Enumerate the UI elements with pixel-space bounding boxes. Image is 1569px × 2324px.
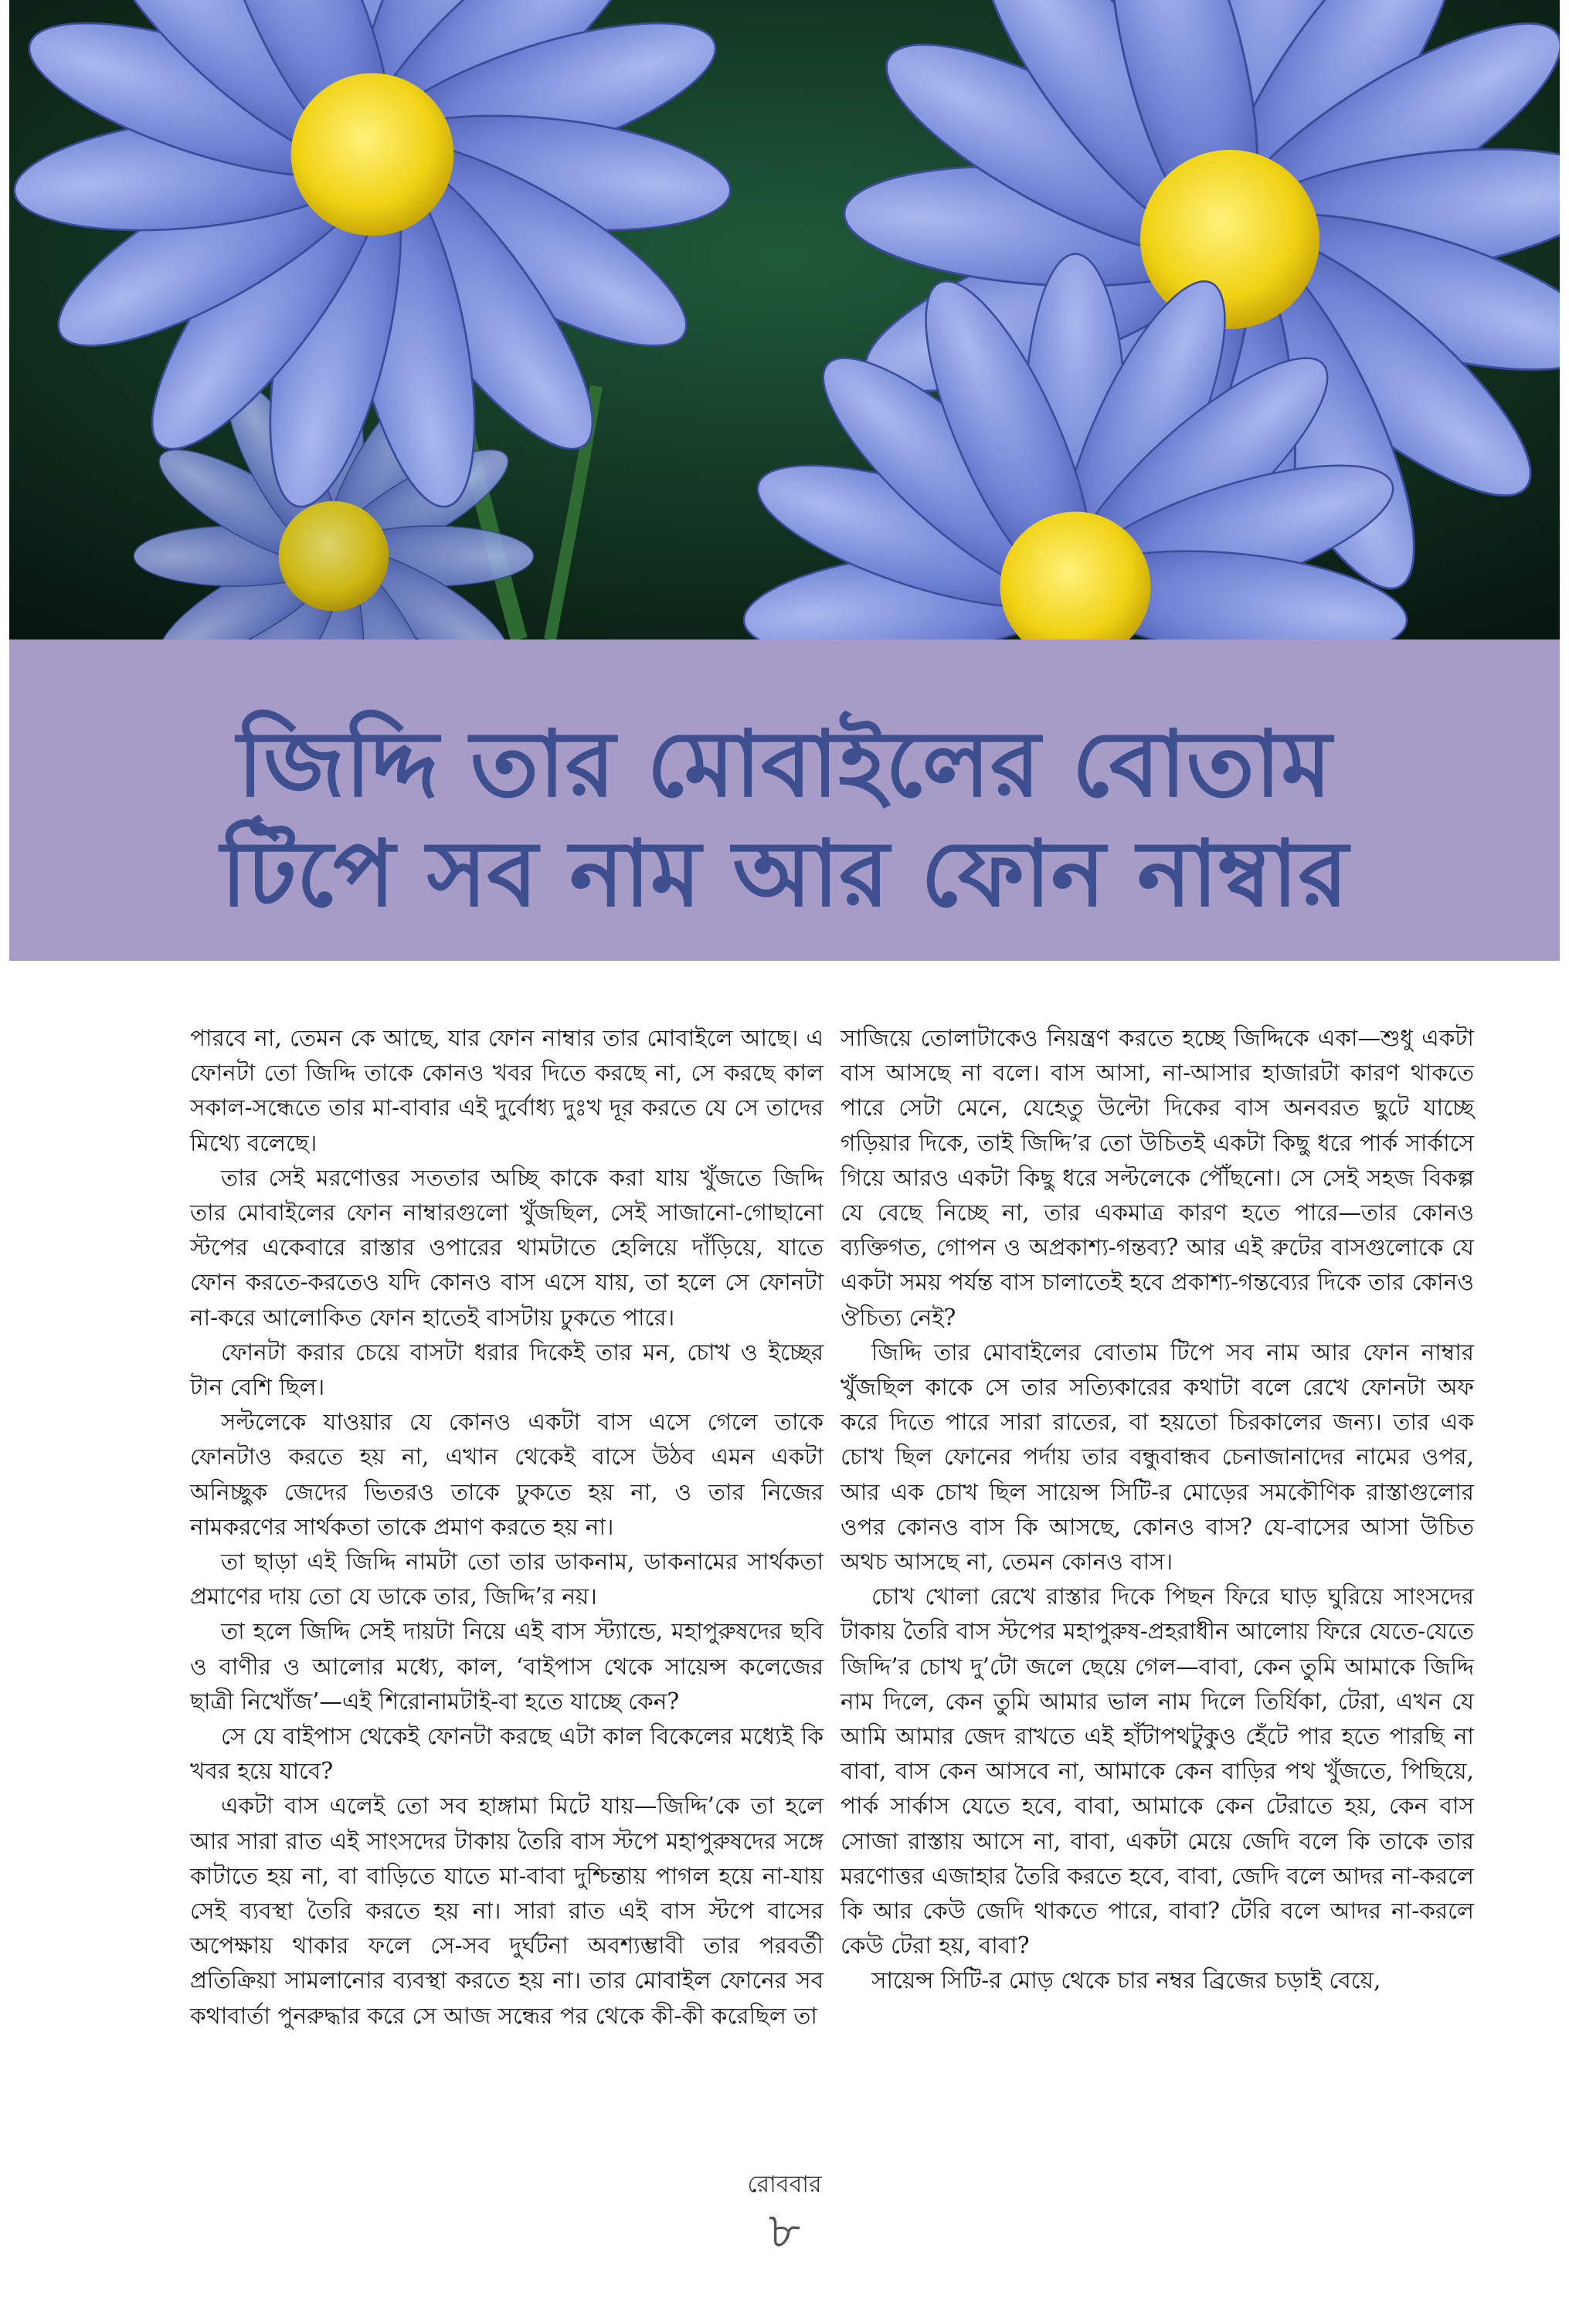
magazine-label: রোববার	[747, 2171, 822, 2198]
paragraph: সায়েন্স সিটি-র মোড় থেকে চার নম্বর ব্রিজের চড়াই বেয়ে,	[871, 1967, 1381, 1994]
paragraph: একটা বাস এলেই তো সব হাঙ্গামা মিটে যায়—জিদ্দি’কে তা হলে আর সারা রাত এই সাংসদের টাকায় তৈরি বাস স্টপে মহাপুরুষদের সঙ্গে কাটাতে হয় না, বা বাড়িতে যাতে মা-বাবা দুশ্চিন্তায় পাগল হয়ে না-যায় সেই ব্যবস্থা তৈরি করতে হয় না। সারা রাত এই বাস স্টপে বাসের অপেক্ষায় থাকার ফলে সে-সব দুর্ঘটনা অবশ্যম্ভাবী তার পরবর্তী প্রতিক্রিয়া সামলানোর ব্যবস্থা করতে হয় না। তার মোবাইল ফোনের সব কথাবার্তা পুনরুদ্ধার করে সে আজ সন্ধের পর থেকে কী-কী করেছিল তা	[190, 1793, 824, 2029]
daisy-illustration	[9, 0, 1560, 640]
paragraph: তা হলে জিদ্দি সেই দায়টা নিয়ে এই বাস স্ট্যান্ডে, মহাপুরুষদের ছবি ও বাণীর ও আলোর মধ্যে, কাল, ‘বাইপাস থেকে সায়েন্স কলেজের ছাত্রী নিখোঁজ’—এই শিরোনামটাই-বা হতে যাচ্ছে কেন?	[190, 1618, 824, 1715]
hero-photo	[9, 0, 1560, 640]
paragraph: তা ছাড়া এই জিদ্দি নামটা তো তার ডাকনাম, ডাকনামের সার্থকতা প্রমাণের দায় তো যে ডাকে তার, জিদ্দি’র নয়।	[190, 1549, 824, 1610]
headline	[9, 709, 1560, 928]
headline-band	[9, 640, 1560, 961]
paragraph: সে যে বাইপাস থেকেই ফোনটা করছে এটা কাল বিকেলের মধ্যেই কি খবর হয়ে যাবে?	[190, 1723, 824, 1785]
headline-line-1: জিদ্দি তার মোবাইলের বোতাম	[237, 711, 1332, 817]
right-column	[841, 1021, 1474, 1999]
left-column	[190, 1021, 824, 2034]
paragraph: সাজিয়ে তোলাটাকেও নিয়ন্ত্রণ করতে হচ্ছে জিদ্দিকে একা—শুধু একটা বাস আসছে না বলে। বাস আসা, না-আসার হাজারটা কারণ থাকতে পারে সেটা মেনে, যেহেতু উল্টো দিকের বাস অনবরত ছুটে যাচ্ছে গড়িয়ার দিকে, তাই জিদ্দি’র তো উচিতই একটা কিছু ধরে পার্ক সার্কাসে গিয়ে আরও একটা কিছু ধরে সল্টলেকে পৌঁছনো। সে সেই সহজ বিকল্প যে বেছে নিচ্ছে না, তার একমাত্র কারণ হতে পারে—তার কোনও ব্যক্তিগত, গোপন ও অপ্রকাশ্য-গন্তব্য? আর এই রুটের বাসগুলোকে যে একটা সময় পর্যন্ত বাস চালাতেই হবে প্রকাশ্য-গন্তব্যের দিকে তার কোনও ঔচিত্য নেই?	[841, 1025, 1474, 1331]
headline-line-2: টিপে সব নাম আর ফোন নাম্বার	[220, 820, 1349, 927]
page-footer	[0, 2166, 1569, 2260]
page-number: ৮	[768, 2203, 801, 2260]
paragraph: ফোনটা করার চেয়ে বাসটা ধরার দিকেই তার মন, চোখ ও ইচ্ছের টান বেশি ছিল।	[190, 1338, 824, 1401]
paragraph: পারবে না, তেমন কে আছে, যার ফোন নাম্বার তার মোবাইলে আছে। এ ফোনটা তো জিদ্দি তাকে কোনও খবর দিতে করছে না, সে করছে কাল সকাল-সন্ধেতে তার মা-বাবার এই দুর্বোধ্য দুঃখ দূর করতে যে সে তাদের মিথ্যে বলেছে।	[190, 1025, 824, 1156]
paragraph: জিদ্দি তার মোবাইলের বোতাম টিপে সব নাম আর ফোন নাম্বার খুঁজছিল কাকে সে তার সত্যিকারের কথাটা বলে রেখে ফোনটা অফ করে দিতে পারে সারা রাতের, বা হয়তো চিরকালের জন্য। তার এক চোখ ছিল ফোনের পর্দায় তার বন্ধুবান্ধব চেনাজানাদের নামের ওপর, আর এক চোখ ছিল সায়েন্স সিটি-র মোড়ের সমকৌণিক রাস্তাগুলোর ওপর কোনও বাস কি আসছে, কোনও বাস? যে-বাসের আসা উচিত অথচ আসছে না, তেমন কোনও বাস।	[841, 1338, 1474, 1576]
paragraph: সল্টলেকে যাওয়ার যে কোনও একটা বাস এসে গেলে তাকে ফোনটাও করতে হয় না, এখান থেকেই বাসে উঠব এমন একটা অনিচ্ছুক জেদের ভিতরও তাকে ঢুকতে হয় না, ও তার নিজের নামকরণের সার্থকতা তাকে প্রমাণ করতে হয় না।	[190, 1409, 824, 1540]
paragraph: চোখ খোলা রেখে রাস্তার দিকে পিছন ফিরে ঘাড় ঘুরিয়ে সাংসদের টাকায় তৈরি বাস স্টপের মহাপুরুষ-প্রহরাধীন আলোয় ফিরে যেতে-যেতে জিদ্দি’র চোখ দু’টো জলে ছেয়ে গেল—বাবা, কেন তুমি আমাকে জিদ্দি নাম দিলে, কেন তুমি আমার ভাল নাম দিলে তির্যিকা, টেরা, এখন যে আমি আমার জেদ রাখতে এই হাঁটাপথটুকুও হেঁটে পার হতে পারছি না বাবা, বাস কেন আসবে না, আমাকে কেন বাড়ির পথ খুঁজতে, পিছিয়ে, পার্ক সার্কাস যেতে হবে, বাবা, আমাকে কেন টেরাতে হয়, কেন বাস সোজা রাস্তায় আসে না, বাবা, একটা মেয়ে জেদি বলে কি তাকে তার মরণোত্তর এজাহার তৈরি করতে হবে, বাবা, জেদি বলে আদর না-করলে কি আর কেউ জেদি থাকতে পারে, বাবা? টেরি বলে আদর না-করলে কেউ টেরা হয়, বাবা?	[841, 1583, 1474, 1959]
paragraph: তার সেই মরণোত্তর সততার অচ্ছি কাকে করা যায় খুঁজতে জিদ্দি তার মোবাইলের ফোন নাম্বারগুলো খুঁজছিল, সেই সাজানো-গোছানো স্টপের একেবারে রাস্তার ওপারের থামটাতে হেলিয়ে দাঁড়িয়ে, যাতে ফোন করতে-করতেও যদি কোনও বাস এসে যায়, তা হলে সে ফোনটা না-করে আলোকিত ফোন হাতেই বাসটায় ঢুকতে পারে।	[190, 1164, 824, 1331]
